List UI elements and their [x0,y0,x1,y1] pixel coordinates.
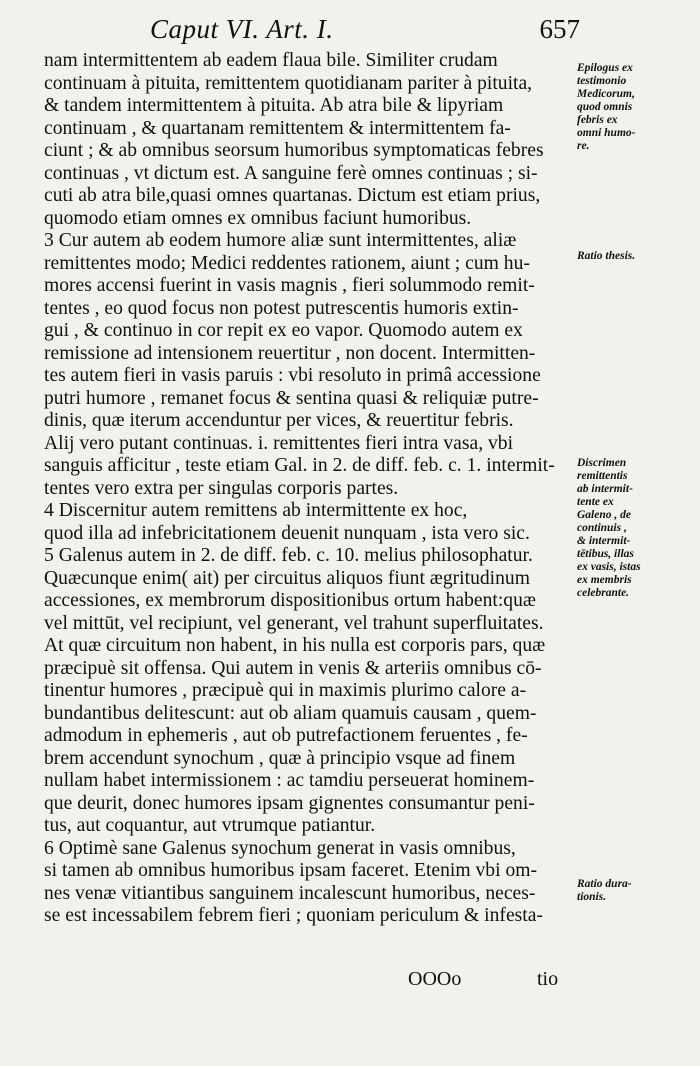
text-line: cuti ab atra bile,quasi omnes quartanas. Dictum est etiam prius, [44,185,541,206]
margin-note-line: Ratio dura- [577,878,632,890]
text-line: se est incessabilem febrem fieri ; quoniam periculum & infesta- [44,905,543,926]
text-line: remittentes modo; Medici reddentes rationem, aiunt ; cum hu- [44,252,530,274]
text-line: tus, aut coquantur, aut vtrumque patiantur. [44,815,376,836]
margin-note-line: Epilogus ex [577,62,633,74]
margin-note-line: remittentis [577,470,628,482]
margin-note-line: ab intermit- [577,483,633,495]
page-number: 657 [539,14,580,44]
text-line: continuas , vt dictum est. A sanguine ferè omnes continuas ; si- [44,162,538,184]
text-line: brem accendunt synochum , quæ à principio vsque ad finem [44,747,516,769]
text-line: 5 Galenus autem in 2. de diff. feb. c. 10. melius philosophatur. [44,545,533,566]
margin-note-ratio-thesis [577,250,699,263]
text-line: Alij vero putant continuas. i. remittentes fieri intra vasa, vbi [44,432,514,454]
text-line: vel mittūt, vel recipiunt, vel generant, vel trahunt superfluitates. [44,612,544,634]
margin-note-epilogus [577,62,699,153]
catchword: tio [537,968,559,990]
page-footer [0,968,700,994]
margin-note-line: continuis , [577,522,627,534]
margin-note-line: Discrimen [577,457,627,469]
margin-note-line: Medicorum, [577,88,635,100]
text-line: gui , & continuo in cor repit ex eo vapor. Quomodo autem ex [44,320,523,341]
running-header [150,14,580,50]
margin-note-discrimen [577,457,699,600]
margin-note-line: tionis. [577,891,607,903]
text-line: si tamen ab omnibus humoribus ipsam faceret. Etenim vbi om- [44,860,538,881]
margin-note-ratio-durationis [577,878,699,904]
running-title: Caput VI. Art. I. [150,14,334,44]
text-line: quod illa ad infebricitationem deuenit nunquam , ista vero sic. [44,522,530,544]
signature-mark: OOOo [408,968,462,990]
margin-note-line: & intermit- [577,535,631,547]
text-line: quomodo etiam omnes ex omnibus faciunt humoribus. [44,207,472,229]
text-line: At quæ circuitum non habent, in his nulla est corporis pars, quæ [44,635,546,656]
text-line: ciunt ; & ab omnibus seorsum humoribus symptomaticas febres [44,140,544,161]
text-line: Quæcunque enim( ait) per circuitus aliquos fiunt ægritudinum [44,567,530,589]
text-line: tinentur humores , præcipuè qui in maximis plurimo calore a- [44,680,527,701]
text-line: continuam , & quartanam remittentem & intermittentem fa- [44,117,511,139]
margin-note-line: ex vasis, istas [577,561,641,573]
margin-note-line: ex membris [577,574,632,586]
text-line: nam intermittentem ab eadem flaua bile. Similiter crudam [44,50,498,71]
text-line: continuam à pituita, remittentem quotidianam pariter à pituita, [44,72,533,94]
text-line: nullam habet intermissionem : ac tamdiu perseuerat hominem- [44,770,535,791]
text-line: que deurit, donec humores ipsam gignentes consumantur peni- [44,792,535,814]
text-line: 4 Discernitur autem remittens ab intermittente ex hoc, [44,500,468,521]
text-line: mores accensi fuerint in vasis magnis , fieri solummodo remit- [44,275,535,296]
text-line: dinis, quæ iterum accenduntur per vices, & reuertitur febris. [44,410,514,431]
text-line: putri humore , remanet focus & sentina quasi & reliquiæ putre- [44,387,539,409]
text-line: 3 Cur autem ab eodem humore aliæ sunt intermittentes, aliæ [44,230,517,251]
margin-note-line: re. [577,140,590,152]
margin-note-line: celebrante. [577,587,630,599]
margin-note-line: tētibus, illas [577,548,634,560]
text-line: 6 Optimè sane Galenus synochum generat in vasis omnibus, [44,837,516,859]
text-line: accessiones, ex membrorum dispositionibus ortum habent:quæ [44,590,536,611]
margin-note-line: omni humo- [577,127,636,139]
margin-note-line: quod omnis [577,101,633,113]
text-line: bundantibus delitescunt: aut ob aliam quamuis causam , quem- [44,702,537,724]
margin-note-line: tente ex [577,496,614,508]
text-line: tentes , eo quod focus non potest putrescentis humoris extin- [44,297,519,319]
margin-note-line: Ratio thesis. [577,250,636,262]
main-text-block [44,50,580,928]
text-line: remissione ad intensionem reuertitur , non docent. Intermitten- [44,342,536,364]
text-line: præcipuè sit offensa. Qui autem in venis & arteriis omnibus cō- [44,657,542,679]
text-line: tes autem fieri in vasis paruis : vbi resoluto in primâ accessione [44,365,541,386]
text-line: tentes vero extra per singulas corporis partes. [44,477,399,499]
text-line: nes venæ vitiantibus sanguinem incalescunt humoribus, neces- [44,882,536,904]
margin-note-line: testimonio [577,75,627,87]
margin-note-line: febris ex [577,114,618,126]
text-line: & tandem intermittentem à pituita. Ab atra bile & lipyriam [44,95,504,116]
margin-note-line: Galeno , de [577,509,631,521]
text-line: sanguis afficitur , teste etiam Gal. in 2. de diff. feb. c. 1. intermit- [44,455,555,476]
text-line: admodum in ephemeris , aut ob putrefactionem feruentes , fe- [44,725,528,746]
